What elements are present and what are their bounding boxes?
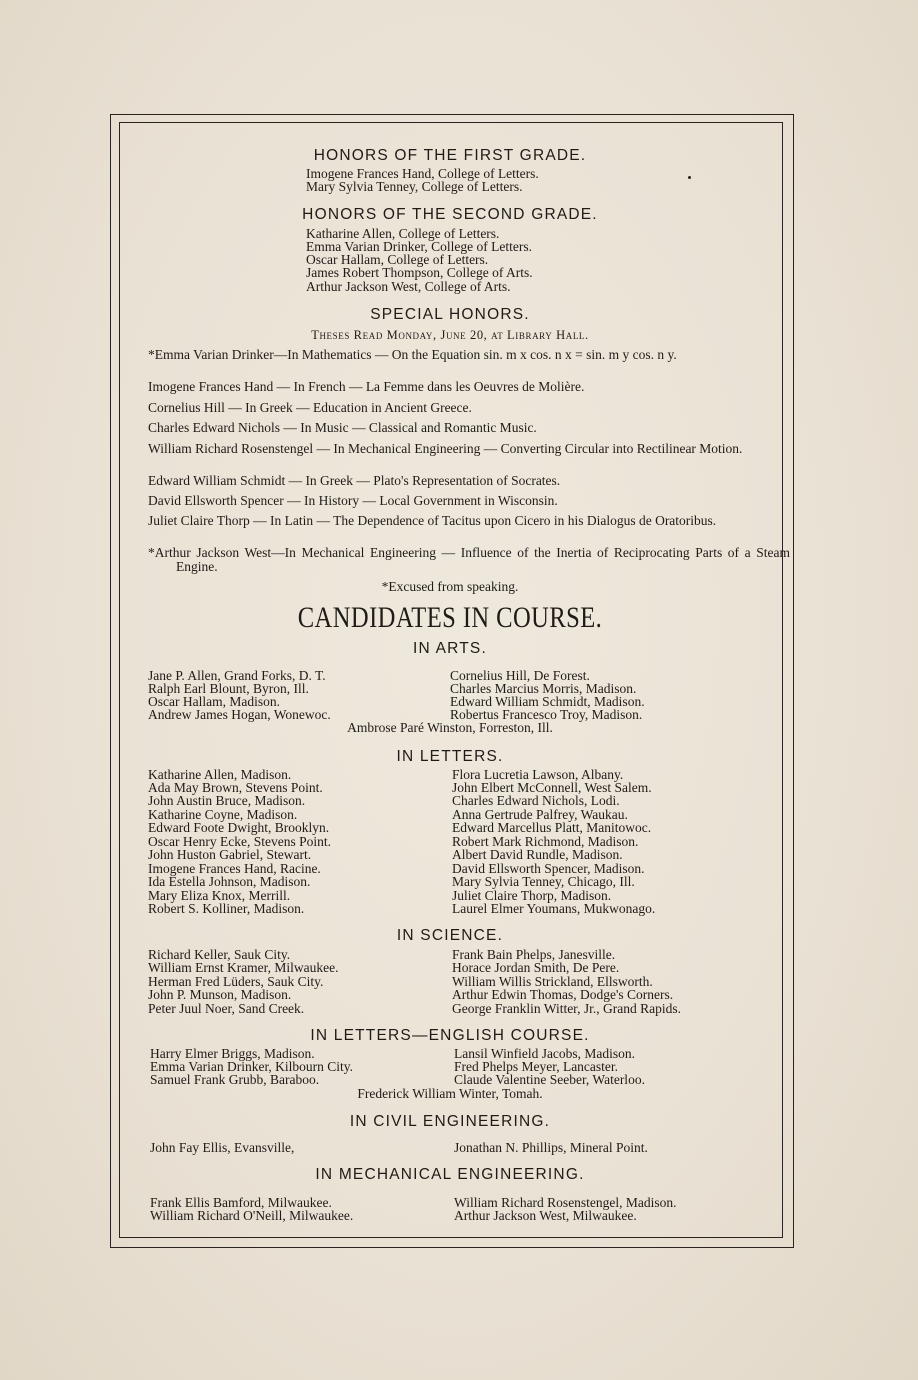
thesis-entry: *Emma Varian Drinker—In Mathematics — On the Equation sin. m x cos. n x = sin. m y cos. n y. bbox=[148, 347, 677, 362]
candidate-name: John Fay Ellis, Evansville, bbox=[150, 1140, 295, 1155]
candidate-name: Katharine Allen, Madison. bbox=[148, 767, 292, 782]
candidate-name: Edward Foote Dwight, Brooklyn. bbox=[148, 820, 330, 835]
candidate-name: Edward William Schmidt, Madison. bbox=[450, 694, 645, 709]
candidate-name: Cornelius Hill, De Forest. bbox=[450, 668, 590, 683]
candidate-name: Edward Marcellus Platt, Manitowoc. bbox=[452, 820, 652, 835]
candidates-title: CANDIDATES IN COURSE. bbox=[297, 601, 603, 634]
candidate-name: George Franklin Witter, Jr., Grand Rapids. bbox=[452, 1001, 682, 1016]
civil-engineering-heading: IN CIVIL ENGINEERING. bbox=[349, 1113, 551, 1130]
thesis-entry: Edward William Schmidt — In Greek — Plato's Representation of Socrates. bbox=[148, 473, 561, 488]
honors-second-name: Arthur Jackson West, College of Arts. bbox=[306, 279, 511, 294]
candidate-name: David Ellsworth Spencer, Madison. bbox=[452, 861, 645, 876]
candidate-name: Herman Fred Lüders, Sauk City. bbox=[148, 974, 324, 989]
candidate-name: Emma Varian Drinker, Kilbourn City. bbox=[150, 1059, 354, 1074]
special-honors-subheading: Theses Read Monday, June 20, at Library Hall. bbox=[311, 328, 589, 342]
candidate-name: Richard Keller, Sauk City. bbox=[148, 947, 291, 962]
candidate-name: John Elbert McConnell, West Salem. bbox=[452, 780, 652, 795]
candidate-name: John P. Munson, Madison. bbox=[148, 987, 292, 1002]
candidate-name: Anna Gertrude Palfrey, Waukau. bbox=[452, 807, 628, 822]
thesis-entry: Cornelius Hill — In Greek — Education in Ancient Greece. bbox=[148, 400, 472, 415]
candidate-name: William Richard Rosenstengel, Madison. bbox=[454, 1195, 677, 1210]
candidate-name: Ralph Earl Blount, Byron, Ill. bbox=[148, 681, 309, 696]
candidate-name: Laurel Elmer Youmans, Mukwonago. bbox=[452, 901, 656, 916]
candidate-name: John Huston Gabriel, Stewart. bbox=[148, 847, 312, 862]
candidate-name: Frederick William Winter, Tomah. bbox=[357, 1086, 543, 1101]
science-heading: IN SCIENCE. bbox=[396, 927, 504, 944]
candidate-name: William Ernst Kramer, Milwaukee. bbox=[148, 960, 339, 975]
candidate-name: Jonathan N. Phillips, Mineral Point. bbox=[454, 1140, 648, 1155]
candidate-name: John Austin Bruce, Madison. bbox=[148, 793, 306, 808]
candidate-name: Andrew James Hogan, Wonewoc. bbox=[148, 707, 331, 722]
candidate-name: Jane P. Allen, Grand Forks, D. T. bbox=[148, 668, 326, 683]
candidate-name: Arthur Edwin Thomas, Dodge's Corners. bbox=[452, 987, 674, 1002]
candidate-name: Frank Bain Phelps, Janesville. bbox=[452, 947, 616, 962]
candidate-name: William Richard O'Neill, Milwaukee. bbox=[150, 1208, 354, 1223]
english-course-heading: IN LETTERS—ENGLISH COURSE. bbox=[310, 1027, 590, 1044]
candidate-name: William Willis Strickland, Ellsworth. bbox=[452, 974, 653, 989]
candidate-name: Imogene Frances Hand, Racine. bbox=[148, 861, 321, 876]
candidate-name: Peter Juul Noer, Sand Creek. bbox=[148, 1001, 305, 1016]
candidate-name: Oscar Hallam, Madison. bbox=[148, 694, 280, 709]
honors-first-name: Imogene Frances Hand, College of Letters. bbox=[306, 166, 539, 181]
thesis-entry: Juliet Claire Thorp — In Latin — The Dependence of Tacitus upon Cicero in his Dialogus de Oratoribus. bbox=[148, 513, 717, 528]
mechanical-engineering-heading: IN MECHANICAL ENGINEERING. bbox=[315, 1166, 585, 1183]
candidate-name: Ambrose Paré Winston, Forreston, Ill. bbox=[347, 720, 553, 735]
candidate-name: Horace Jordan Smith, De Pere. bbox=[452, 960, 620, 975]
candidate-name: Flora Lucretia Lawson, Albany. bbox=[452, 767, 624, 782]
candidate-name: Robert Mark Richmond, Madison. bbox=[452, 834, 639, 849]
candidate-name: Harry Elmer Briggs, Madison. bbox=[150, 1046, 315, 1061]
thesis-entry: David Ellsworth Spencer — In History — Local Government in Wisconsin. bbox=[148, 493, 558, 508]
candidate-name: Robertus Francesco Troy, Madison. bbox=[450, 707, 643, 722]
candidate-name: Arthur Jackson West, Milwaukee. bbox=[454, 1208, 637, 1223]
honors-second-name: Emma Varian Drinker, College of Letters. bbox=[306, 239, 533, 254]
candidate-name: Mary Sylvia Tenney, Chicago, Ill. bbox=[452, 874, 635, 889]
candidate-name: Charles Marcius Morris, Madison. bbox=[450, 681, 637, 696]
honors-second-name: Oscar Hallam, College of Letters. bbox=[306, 252, 489, 267]
honors-first-name: Mary Sylvia Tenney, College of Letters. bbox=[306, 179, 523, 194]
candidate-name: Samuel Frank Grubb, Baraboo. bbox=[150, 1072, 320, 1087]
letters-heading: IN LETTERS. bbox=[396, 748, 504, 765]
honors-first-heading: HONORS OF THE FIRST GRADE. bbox=[313, 147, 587, 164]
arts-heading: IN ARTS. bbox=[413, 640, 487, 657]
thesis-entry: Charles Edward Nichols — In Music — Classical and Romantic Music. bbox=[148, 420, 537, 435]
thesis-entry: Imogene Frances Hand — In French — La Femme dans les Oeuvres de Molière. bbox=[148, 379, 585, 394]
honors-second-heading: HONORS OF THE SECOND GRADE. bbox=[302, 206, 598, 223]
candidate-name: Ada May Brown, Stevens Point. bbox=[148, 780, 323, 795]
candidate-name: Ida Estella Johnson, Madison. bbox=[148, 874, 311, 889]
candidate-name: Juliet Claire Thorp, Madison. bbox=[452, 888, 612, 903]
thesis-entry: *Arthur Jackson West—In Mechanical Engineering — Influence of the Inertia of Reciprocating Parts of a Steam Engine. bbox=[148, 545, 790, 574]
candidate-name: Fred Phelps Meyer, Lancaster. bbox=[454, 1059, 619, 1074]
candidate-name: Oscar Henry Ecke, Stevens Point. bbox=[148, 834, 331, 849]
candidate-name: Claude Valentine Seeber, Waterloo. bbox=[454, 1072, 645, 1087]
honors-second-name: Katharine Allen, College of Letters. bbox=[306, 226, 500, 241]
candidate-name: Lansil Winfield Jacobs, Madison. bbox=[454, 1046, 636, 1061]
candidate-name: Charles Edward Nichols, Lodi. bbox=[452, 793, 620, 808]
excused-note: *Excused from speaking. bbox=[381, 579, 519, 594]
ink-speck bbox=[688, 176, 691, 179]
candidate-name: Mary Eliza Knox, Merrill. bbox=[148, 888, 291, 903]
candidate-name: Robert S. Kolliner, Madison. bbox=[148, 901, 305, 916]
honors-second-name: James Robert Thompson, College of Arts. bbox=[306, 265, 533, 280]
candidate-name: Frank Ellis Bamford, Milwaukee. bbox=[150, 1195, 332, 1210]
special-honors-heading: SPECIAL HONORS. bbox=[370, 306, 530, 323]
thesis-entry: William Richard Rosenstengel — In Mechanical Engineering — Converting Circular into Rectilinear Motion. bbox=[148, 441, 743, 456]
candidate-name: Katharine Coyne, Madison. bbox=[148, 807, 298, 822]
candidate-name: Albert David Rundle, Madison. bbox=[452, 847, 623, 862]
